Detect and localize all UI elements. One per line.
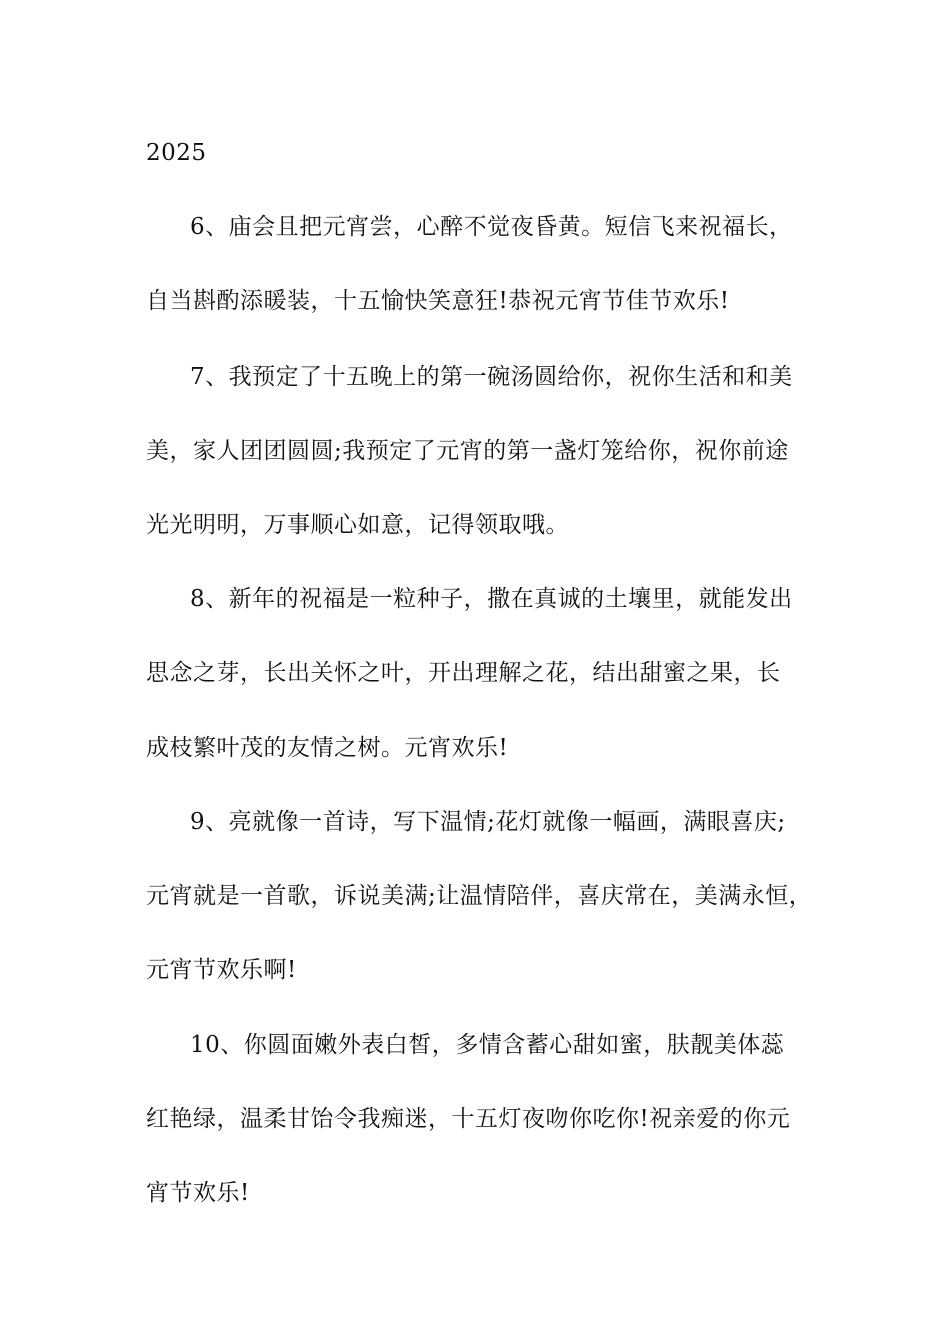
paragraph-9-line-3: 元宵节欢乐啊!: [146, 957, 297, 983]
paragraph-7-line-1: 7、我预定了十五晚上的第一碗汤圆给你，祝你生活和和美: [190, 364, 793, 390]
paragraph-10-line-2: 红艳绿，温柔甘饴令我痴迷，十五灯夜吻你吃你!祝亲爱的你元: [146, 1106, 791, 1132]
paragraph-8-line-2: 思念之芽，长出关怀之叶，开出理解之花，结出甜蜜之果，长: [146, 660, 781, 686]
paragraph-6-line-2: 自当斟酌添暖装，十五愉快笑意狂!恭祝元宵节佳节欢乐!: [146, 288, 730, 314]
year-heading: 2025: [146, 140, 207, 166]
paragraph-8-line-1: 8、新年的祝福是一粒种子，撒在真诚的土壤里，就能发出: [190, 586, 793, 612]
paragraph-10-line-1: 10、你圆面嫩外表白皙，多情含蓄心甜如蜜，肤靓美体蕊: [190, 1032, 785, 1058]
paragraph-8-line-3: 成枝繁叶茂的友情之树。元宵欢乐!: [146, 735, 509, 761]
paragraph-7-line-2: 美，家人团团圆圆;我预定了元宵的第一盏灯笼给你，祝你前途: [146, 438, 789, 464]
paragraph-9-line-1: 9、亮就像一首诗，写下温情;花灯就像一幅画，满眼喜庆;: [190, 809, 786, 835]
paragraph-6-line-1: 6、庙会且把元宵尝，心醉不觉夜昏黄。短信飞来祝福长，: [190, 214, 793, 240]
paragraph-10-line-3: 宵节欢乐!: [146, 1180, 250, 1206]
paragraph-7-line-3: 光光明明，万事顺心如意，记得领取哦。: [146, 512, 569, 538]
paragraph-9-line-2: 元宵就是一首歌，诉说美满;让温情陪伴，喜庆常在，美满永恒，: [146, 883, 813, 909]
